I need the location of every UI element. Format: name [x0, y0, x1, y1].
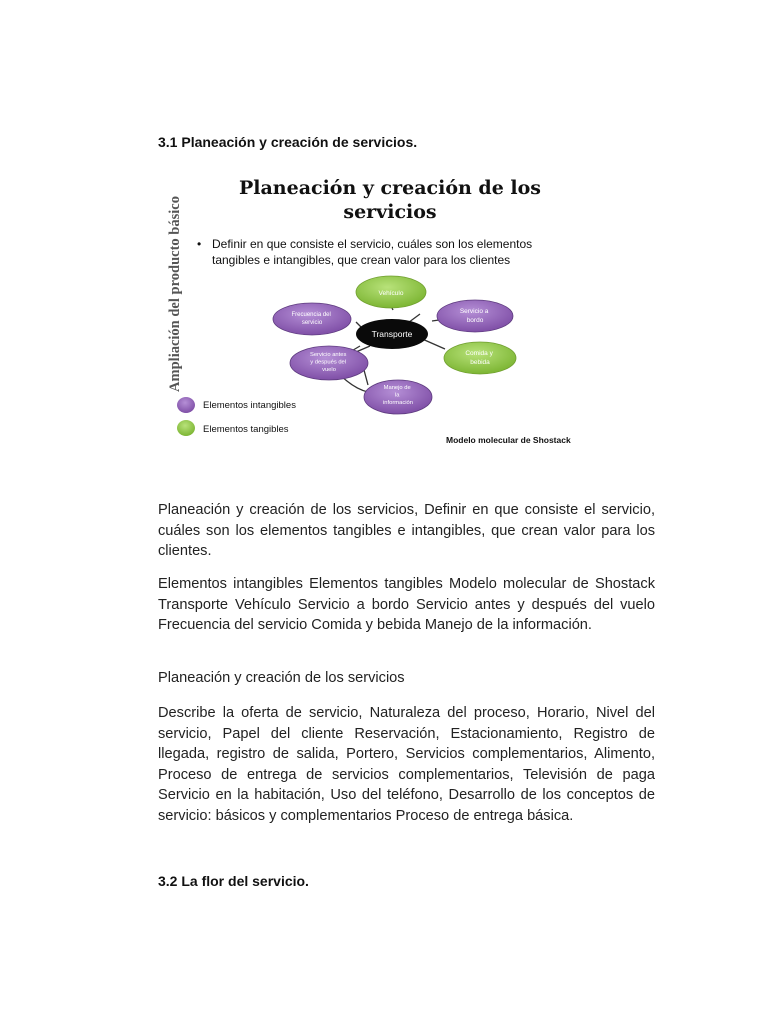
node-servicio-bordo-line-1: Servicio a: [459, 308, 489, 315]
paragraph-2: Elementos intangibles Elementos tangibles Modelo molecular de Shostack Transporte Vehículo Servicio a bordo Servicio antes y después del vuelo Frecuencia del servicio Comida y bebida Manejo de la información.: [158, 576, 655, 633]
legend-intangible-label: Elementos intangibles: [203, 400, 296, 411]
node-servicio-antes-line-3: vuelo: [322, 367, 336, 373]
legend-tangible-label: Elementos tangibles: [203, 424, 289, 435]
node-servicio-antes-line-2: y después del: [310, 359, 347, 366]
node-comida-line-1: Comida y: [465, 350, 493, 357]
paragraph-3: Planeación y creación de los servicios: [158, 670, 405, 686]
node-servicio-a-bordo: [437, 300, 513, 332]
node-frecuencia-line-2: servicio: [301, 320, 323, 326]
node-servicio-antes-line-1: Servicio antes: [309, 352, 347, 358]
node-servicio-bordo-line-2: bordo: [466, 317, 484, 324]
section-heading-3-1: 3.1 Planeación y creación de servicios.: [158, 134, 418, 150]
node-vehiculo-label: Vehículo: [378, 290, 404, 297]
node-manejo-line-1: Manejo de: [383, 385, 411, 391]
legend-tangible-swatch: [177, 420, 195, 436]
section-heading-3-2: 3.2 La flor del servicio.: [158, 873, 309, 889]
figure-bullet-line-2: tangibles e intangibles, que crean valor para los clientes: [212, 253, 511, 267]
figure-title-line-2: servicios: [343, 201, 437, 223]
node-comida-bebida: [444, 342, 516, 374]
shostack-diagram: [160, 166, 620, 456]
bullet-icon: •: [197, 237, 202, 251]
legend-intangible-swatch: [177, 397, 195, 413]
figure-caption: Modelo molecular de Shostack: [446, 435, 571, 445]
node-comida-line-2: bebida: [470, 359, 490, 366]
paragraph-1: Planeación y creación de los servicios, Definir en que consiste el servicio, cuáles son los elementos tangibles e intangibles, que crean valor para los clientes.: [158, 502, 655, 559]
paragraph-4: Describe la oferta de servicio, Naturaleza del proceso, Horario, Nivel del servicio, Papel del cliente Reservación, Estacionamiento, Registro de llegada, registro de salida, Portero, Servicios complementarios, Alimento, Proceso de entrega de servicios complementarios, Televisión de paga Servicio en la habitación, Uso del teléfono, Desarrollo de los conceptos de servicio: básicos y complementarios Proceso de entrega básica.: [158, 705, 655, 824]
shostack-model-figure: [160, 166, 620, 456]
node-frecuencia: [273, 303, 351, 335]
figure-side-label: Ampliación del producto básico: [167, 196, 183, 392]
node-frecuencia-line-1: Frecuencia del: [291, 312, 331, 318]
center-node-label: Transporte: [371, 329, 413, 339]
figure-bullet-line-1: Definir en que consiste el servicio, cuáles son los elementos: [212, 237, 533, 251]
node-manejo-line-3: información: [383, 400, 413, 406]
figure-title-line-1: Planeación y creación de los: [238, 177, 542, 199]
node-manejo-line-2: la: [394, 392, 400, 399]
